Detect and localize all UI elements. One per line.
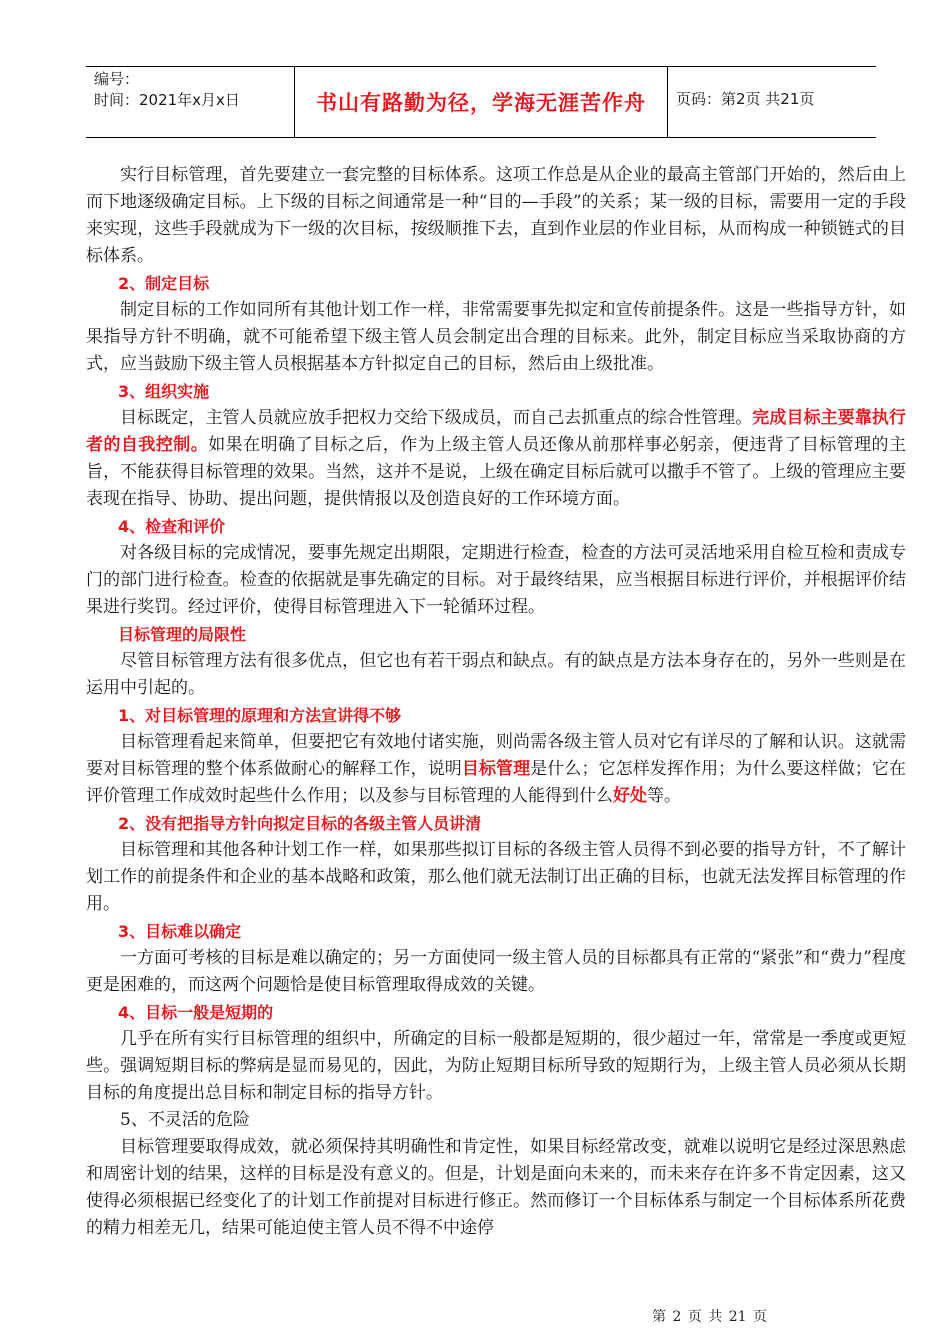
paragraph: 目标管理要取得成效，就必须保持其明确性和肯定性，如果目标经常改变，就难以说明它是经过深思熟虑和周密计划的结果，这样的目标是没有意义的。但是，计划是面向未来的，而未来存在许多不肯定因素，这又使得必须根据已经变化了的计划工作前提对目标进行修正。然而修订一个目标体系与制定一个目标体系所花费的精力相差无几，结果可能迫使主管人员不得不中途停 <box>86 1137 906 1238</box>
text-run: 是什么；它怎样发挥作用；为什么要这样做；它在评价管理工作成效时起些什么作用；以及参与目标管理的人能得到什么 <box>86 759 907 806</box>
paragraph: 尽管目标管理方法有很多优点，但它也有若干弱点和缺点。有的缺点是方法本身存在的，另外一些则是在运用中引起的。 <box>86 651 906 698</box>
header-page-info: 页码：第2页 共21页 <box>676 89 815 108</box>
document-body <box>86 162 906 1242</box>
text-run: 等。 <box>647 786 681 806</box>
page-header <box>86 66 876 138</box>
section-heading: 目标管理的局限性 <box>118 625 247 644</box>
section-heading: 3、目标难以确定 <box>118 922 242 941</box>
section-heading: 1、对目标管理的原理和方法宣讲得不够 <box>118 706 402 725</box>
highlighted-text: 目标管理 <box>461 759 531 779</box>
text-run: 如果在明确了目标之后，作为上级主管人员还像从前那样事必躬亲，便违背了目标管理的主旨，不能获得目标管理的效果。当然，这并不是说，上级在确定目标后就可以撒手不管了。上级的管理应主要表现在指导、协助、提出问题，提供情报以及创造良好的工作环境方面。 <box>86 435 907 509</box>
section-heading: 4、目标一般是短期的 <box>118 1003 274 1022</box>
paragraph: 几乎在所有实行目标管理的组织中，所确定的目标一般都是短期的，很少超过一年，常常是一季度或更短些。强调短期目标的弊病是显而易见的，因此，为防止短期目标所导致的短期行为，上级主管人员必须从长期目标的角度提出总目标和制定目标的指导方针。 <box>86 1029 906 1103</box>
page-footer: 第 2 页 共 21 页 <box>652 1309 767 1325</box>
document-time: 时间：2021年x月x日 <box>94 91 240 109</box>
paragraph <box>86 729 906 810</box>
section-heading: 2、制定目标 <box>118 274 210 293</box>
header-meta <box>86 67 295 137</box>
text-run: 目标管理看起来简单，但要把它有效地付诸实施，则尚需各级主管人员对它有详尽的了解和认识。这就需要对目标管理的整个体系做耐心的解释工作，说明 <box>86 732 906 779</box>
document-number-label: 编号： <box>94 70 140 88</box>
highlighted-text: 好处 <box>613 786 647 806</box>
paragraph: 实行目标管理，首先要建立一套完整的目标体系。这项工作总是从企业的最高主管部门开始的，然后由上而下地逐级确定目标。上下级的目标之间通常是一种“目的—手段”的关系；某一级的目标，需要用一定的手段来实现，这些手段就成为下一级的次目标，按级顺推下去，直到作业层的作业目标，从而构成一种锁链式的目标体系。 <box>86 165 906 266</box>
paragraph: 制定目标的工作如同所有其他计划工作一样，非常需要事先拟定和宣传前提条件。这是一些指导方针，如果指导方针不明确，就不可能希望下级主管人员会制定出合理的目标来。此外，制定目标应当采取协商的方式，应当鼓励下级主管人员根据基本方针拟定自己的目标，然后由上级批准。 <box>86 300 906 374</box>
header-motto: 书山有路勤为径，学海无涯苦作舟 <box>295 67 668 137</box>
section-heading: 4、检查和评价 <box>118 517 226 536</box>
paragraph: 目标管理和其他各种计划工作一样，如果那些拟订目标的各级主管人员得不到必要的指导方针，不了解计划工作的前提条件和企业的基本战略和政策，那么他们就无法制订出正确的目标，也就无法发挥目标管理的作用。 <box>86 840 906 914</box>
paragraph: 一方面可考核的目标是难以确定的；另一方面使同一级主管人员的目标都具有正常的“紧张”和“费力”程度更是困难的，而这两个问题恰是使目标管理取得成效的关键。 <box>86 948 906 995</box>
text-run: 目标既定，主管人员就应放手把权力交给下级成员，而自己去抓重点的综合性管理。 <box>120 408 753 428</box>
section-heading: 3、组织实施 <box>118 382 210 401</box>
paragraph <box>86 405 906 513</box>
section-heading: 5、不灵活的危险 <box>120 1110 250 1130</box>
highlighted-text: 完成目标主要靠执行者的自我控制。 <box>86 408 907 455</box>
paragraph: 对各级目标的完成情况，要事先规定出期限，定期进行检查，检查的方法可灵活地采用自检互检和责成专门的部门进行检查。检查的依据就是事先确定的目标。对于最终结果，应当根据目标进行评价，并根据评价结果进行奖罚。经过评价，使得目标管理进入下一轮循环过程。 <box>86 543 906 617</box>
section-heading: 2、没有把指导方针向拟定目标的各级主管人员讲清 <box>118 814 482 833</box>
